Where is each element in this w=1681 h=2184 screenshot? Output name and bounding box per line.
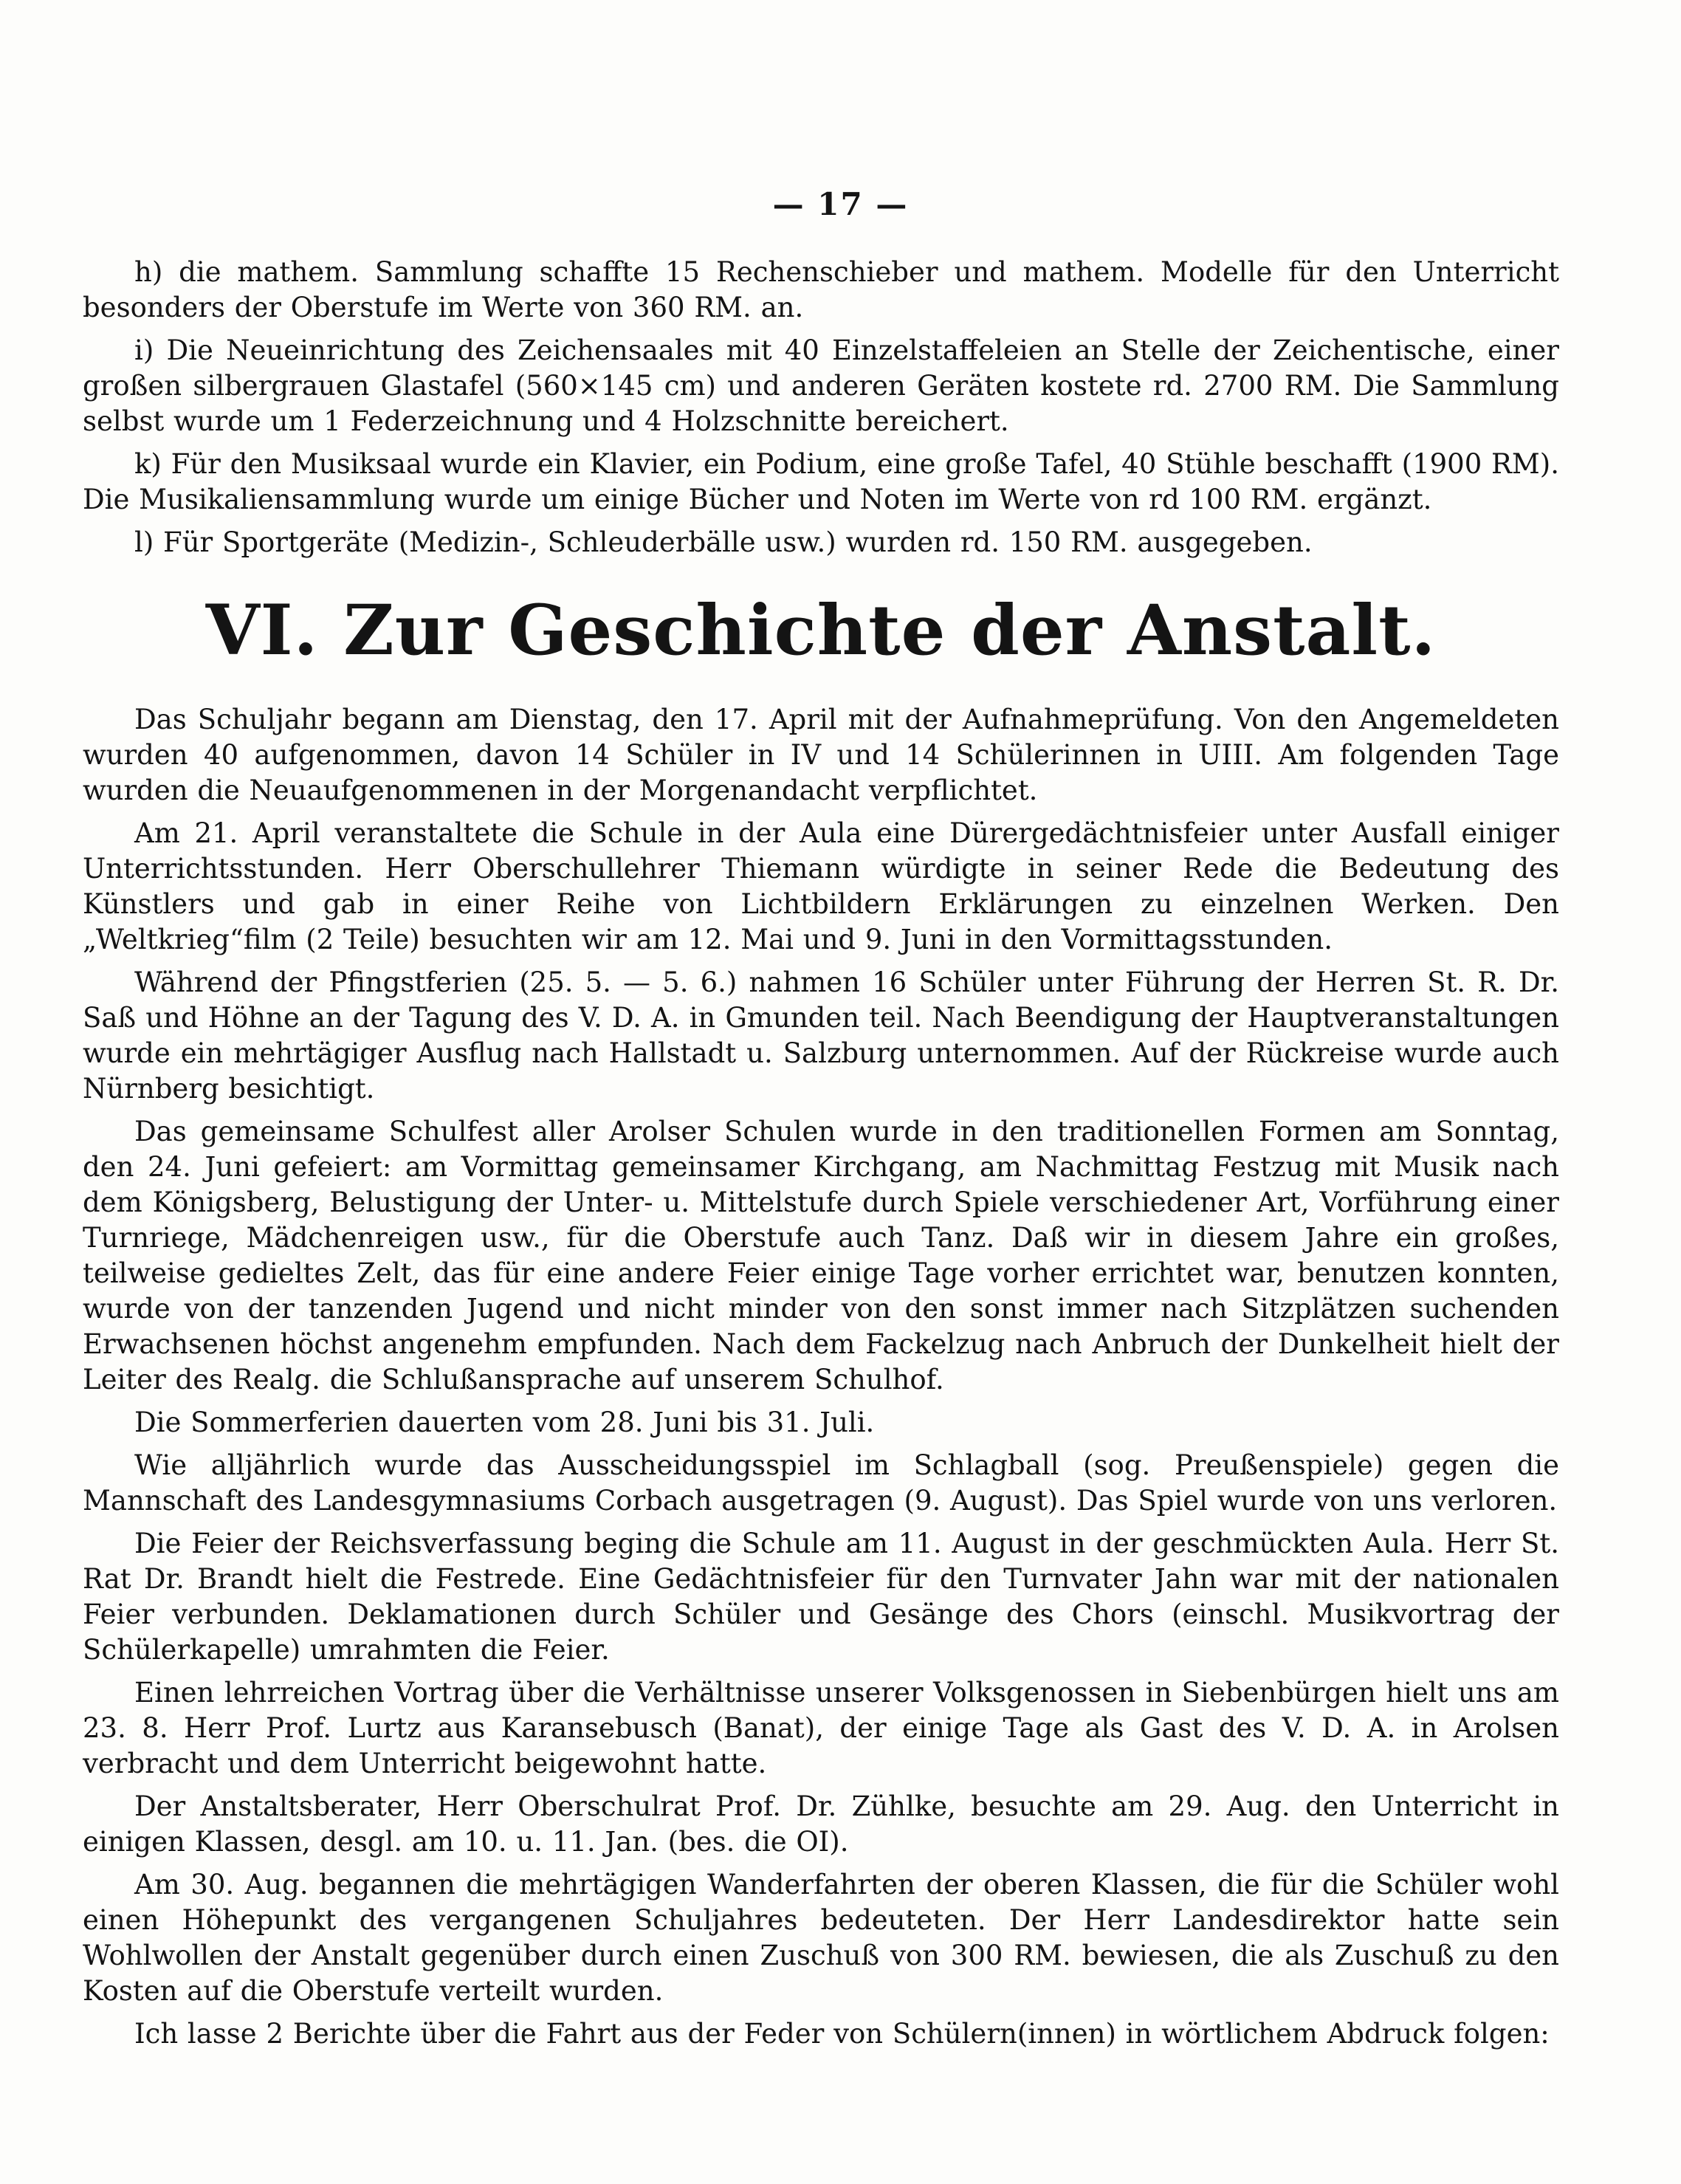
paragraph-music-room: k) Für den Musiksaal wurde ein Klavier, ein Podium, eine große Tafel, 40 Stühle beschafft (1900 RM). Die Musikaliensammlung wurde um einige Bücher und Noten im Werte von rd 100 RM. ergänzt. [83,448,1559,515]
paragraph-school-festival: Das gemeinsame Schulfest aller Arolser Schulen wurde in den traditionellen Formen am Sonntag, den 24. Juni gefeiert: am Vormittag gemeinsamer Kirchgang, am Nachmittag Festzug mit Musik nach dem Königsberg, Belustigung der Unter- u. Mittelstufe durch Spiele verschiedener Art, Vorführung einer Turnriege, Mädchenreigen usw., für die Oberstufe auch Tanz. Daß wir in diesem Jahre ein großes, teilweise gedieltes Zelt, das für eine andere Feier einige Tage vorher errichtet war, benutzen konnten, wurde von der tanzenden Jugend und nicht minder von den sonst immer nach Sitzplätzen suchenden Erwachsenen höchst angenehm empfunden. Nach dem Fackelzug nach Anbruch der Dunkelheit hielt der Leiter des Realg. die Schlußansprache auf unserem Schulhof. [83,1116,1559,1395]
section-heading: VI. Zur Geschichte der Anstalt. [205,590,1437,671]
paragraph-duerer-celebration: Am 21. April veranstaltete die Schule in der Aula eine Dürergedächtnisfeier unter Ausfall einiger Unterrichtsstunden. Herr Oberschullehrer Thiemann würdigte in seiner Rede die Bedeutung des Künstlers und gab in einer Reihe von Lichtbildern Erklärungen zu einzelnen Werken. Den „Weltkrieg“film (2 Teile) besuchten wir am 12. Mai und 9. Juni in den Vormittagsstunden. [83,817,1559,955]
paragraph-drawing-room: i) Die Neueinrichtung des Zeichensaales mit 40 Einzelstaffeleien an Stelle der Zeichentische, einer großen silbergrauen Glastafel (560×145 cm) und anderen Geräten kostete rd. 2700 RM. Die Sammlung selbst wurde um 1 Federzeichnung und 4 Holzschnitte bereichert. [83,334,1559,437]
paragraph-reports-intro: Ich lasse 2 Berichte über die Fahrt aus der Feder von Schülern(innen) in wörtlichem Abdruck folgen: [134,2018,1550,2050]
paragraph-summer-holidays: Die Sommerferien dauerten vom 28. Juni bis 31. Juli. [134,1407,875,1438]
paragraph-schlagball-match: Wie alljährlich wurde das Ausscheidungsspiel im Schlagball (sog. Preußenspiele) gegen die Mannschaft des Landesgymnasiums Corbach ausgetragen (9. August). Das Spiel wurde von uns verloren. [83,1449,1559,1517]
page-number: — 17 — [772,186,909,222]
paragraph-school-year-start: Das Schuljahr begann am Dienstag, den 17. April mit der Aufnahmeprüfung. Von den Angemeldeten wurden 40 aufgenommen, davon 14 Schüler in IV und 14 Schülerinnen in UIII. Am folgenden Tage wurden die Neuaufgenommenen in der Morgenandacht verpflichtet. [83,704,1559,806]
paragraph-constitution-day: Die Feier der Reichsverfassung beging die Schule am 11. August in der geschmückten Aula. Herr St. Rat Dr. Brandt hielt die Festrede. Eine Gedächtnisfeier für den Turnvater Jahn war mit der nationalen Feier verbunden. Deklamationen durch Schüler und Gesänge des Chors (einschl. Musikvortrag der Schülerkapelle) umrahmten die Feier. [83,1528,1559,1666]
paragraph-hiking-trips: Am 30. Aug. begannen die mehrtägigen Wanderfahrten der oberen Klassen, die für die Schüler wohl einen Höhepunkt des vergangenen Schuljahres bedeuteten. Der Herr Landesdirektor hatte sein Wohlwollen der Anstalt gegenüber durch einen Zuschuß von 300 RM. bewiesen, die als Zuschuß zu den Kosten auf die Oberstufe verteilt wurden. [83,1869,1559,2007]
paragraph-whitsun-trip: Während der Pfingstferien (25. 5. — 5. 6.) nahmen 16 Schüler unter Führung der Herren St. R. Dr. Saß und Höhne an der Tagung des V. D. A. in Gmunden teil. Nach Beendigung der Hauptveranstaltungen wurde ein mehrtägiger Ausflug nach Hallstadt u. Salzburg unternommen. Auf der Rückreise wurde auch Nürnberg besichtigt. [83,966,1559,1105]
paragraph-inspector-visit: Der Anstaltsberater, Herr Oberschulrat Prof. Dr. Zühlke, besuchte am 29. Aug. den Unterricht in einigen Klassen, desgl. am 10. u. 11. Jan. (bes. die OI). [83,1790,1559,1858]
paragraph-sports-equipment: l) Für Sportgeräte (Medizin-, Schleuderbälle usw.) wurden rd. 150 RM. ausgegeben. [134,526,1313,558]
paragraph-math-collection: h) die mathem. Sammlung schaffte 15 Rechenschieber und mathem. Modelle für den Unterricht besonders der Oberstufe im Werte von 360 RM. an. [83,256,1559,323]
paragraph-siebenbuergen-lecture: Einen lehrreichen Vortrag über die Verhältnisse unserer Volksgenossen in Siebenbürgen hielt uns am 23. 8. Herr Prof. Lurtz aus Karansebusch (Banat), der einige Tage als Gast des V. D. A. in Arolsen verbracht und dem Unterricht beigewohnt hatte. [83,1677,1559,1779]
page-body [83,255,1559,2059]
